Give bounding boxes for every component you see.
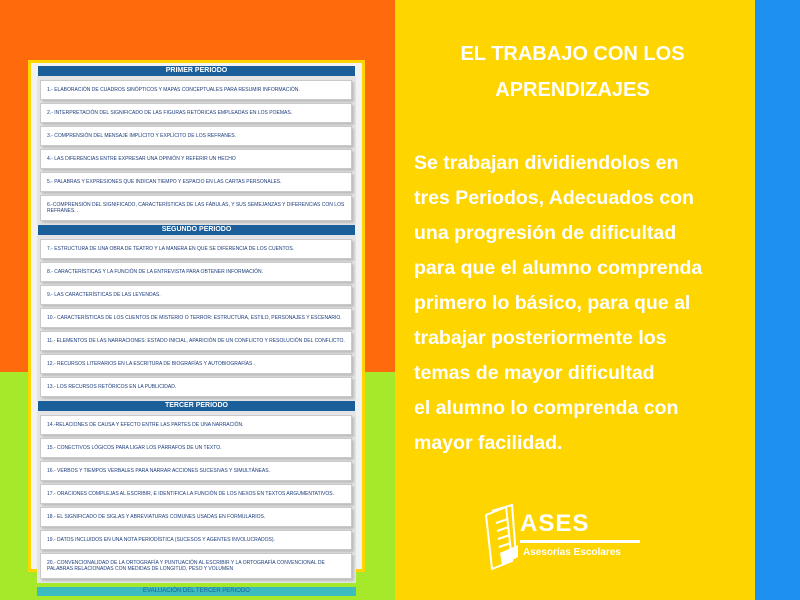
- topic-item: 9.- LAS CARACTERÍSTICAS DE LAS LEYENDAS.: [40, 285, 352, 305]
- topic-item: 4.- LAS DIFERENCIAS ENTRE EXPRESAR UNA OPINIÓN Y REFERIR UN HECHO: [40, 149, 352, 169]
- logo-name: ASES: [520, 510, 590, 537]
- topic-item: 2.- INTERPRETACIÓN DEL SIGNIFICADO DE LAS FIGURAS RETÓRICAS EMPLEADAS EN LOS POEMAS.: [40, 103, 352, 123]
- description-line: primero lo básico, para que al: [414, 292, 691, 314]
- period-header: TERCER PERIODO: [38, 401, 355, 411]
- document-content: [37, 66, 356, 594]
- description-line: el alumno lo comprenda con: [414, 397, 679, 419]
- description-line: Se trabajan dividiendolos en: [414, 152, 679, 174]
- logo-divider: [520, 540, 640, 543]
- topic-item: 10.- CARACTERÍSTICAS DE LOS CUENTOS DE MISTERIO O TERROR: ESTRUCTURA, ESTILO, PERSONAJES Y ESCENARIO.: [40, 308, 352, 328]
- topic-item: 5.- PALABRAS Y EXPRESIONES QUE INDICAN TIEMPO Y ESPACIO EN LAS CARTAS PERSONALES.: [40, 172, 352, 192]
- topic-item: 3.- COMPRENSIÓN DEL MENSAJE IMPLÍCITO Y EXPLÍCITO DE LOS REFRANES.: [40, 126, 352, 146]
- period-section: [37, 235, 356, 401]
- topic-item: 6.-COMPRENSIÓN DEL SIGNIFICADO, CARACTERÍSTICAS DE LAS FÁBULAS, Y SUS SEMEJANZAS Y DIFERENCIAS CON LOS REFRANES. .: [40, 195, 352, 221]
- topic-item: 1.- ELABORACIÓN DE CUADROS SINÓPTICOS Y MAPAS CONCEPTUALES PARA RESUMIR INFORMACIÓN.: [40, 80, 352, 100]
- topic-item: 11.- ELEMENTOS DE LAS NARRACIONES: ESTADO INICIAL, APARICIÓN DE UN CONFLICTO Y RESOLUCIÓN DEL CONFLICTO.: [40, 331, 352, 351]
- curriculum-document: [28, 60, 365, 594]
- period-header: SEGUNDO PERIODO: [38, 225, 355, 235]
- period-header: PRIMER PERIODO: [38, 66, 355, 76]
- topic-item: 15.- CONECTIVOS LÓGICOS PARA LIGAR LOS PÁRRAFOS DE UN TEXTO.: [40, 438, 352, 458]
- topic-item: 13.- LOS RECURSOS RETÓRICOS EN LA PUBLICIDAD.: [40, 377, 352, 397]
- title-line: EL TRABAJO CON LOS: [460, 43, 685, 65]
- evaluation-footer: EVALUACIÓN DEL TERCER PERIODO: [37, 587, 356, 596]
- title-line: APRENDIZAJES: [495, 79, 650, 101]
- blue-stripe: [755, 0, 800, 600]
- page-title: [400, 36, 745, 108]
- topic-item: 18.- EL SIGNIFICADO DE SIGLAS Y ABREVIATURAS COMUNES USADAS EN FORMULARIOS.: [40, 507, 352, 527]
- topic-item: 8.- CARACTERÍSTICAS Y LA FUNCIÓN DE LA ENTREVISTA PARA OBTENER INFORMACIÓN.: [40, 262, 352, 282]
- topic-item: 17.- ORACIONES COMPLEJAS AL ESCRIBIR, E IDENTIFICA LA FUNCIÓN DE LOS NEXOS EN TEXTOS ARGUMENTATIVOS.: [40, 484, 352, 504]
- description-text: [414, 146, 759, 461]
- period-section: [37, 411, 356, 583]
- logo-subtitle: Asesorías Escolares: [523, 547, 621, 558]
- description-line: mayor facilidad.: [414, 432, 563, 454]
- description-line: trabajar posteriormente los: [414, 327, 667, 349]
- topic-item: 16.- VERBOS Y TIEMPOS VERBALES PARA NARRAR ACCIONES SUCESIVAS Y SIMULTÁNEAS.: [40, 461, 352, 481]
- topic-item: 7.- ESTRUCTURA DE UNA OBRA DE TEATRO Y LA MANERA EN QUE SE DIFERENCIA DE LOS CUENTOS.: [40, 239, 352, 259]
- topic-item: 12.- RECURSOS LITERARIOS EN LA ESCRITURA DE BIOGRAFÍAS Y AUTOBIOGRAFÍAS .: [40, 354, 352, 374]
- period-section: [37, 76, 356, 225]
- description-line: una progresión de dificultad: [414, 222, 677, 244]
- topic-item: 14.-RELACIONES DE CAUSA Y EFECTO ENTRE LAS PARTES DE UNA NARRACIÓN.: [40, 415, 352, 435]
- topic-item: 19.- DATOS INCLUIDOS EN UNA NOTA PERIODÍSTICA (SUCESOS Y AGENTES INVOLUCRADOS).: [40, 530, 352, 550]
- description-line: tres Periodos, Adecuados con: [414, 187, 694, 209]
- description-line: temas de mayor dificultad: [414, 362, 655, 384]
- description-line: para que el alumno comprenda: [414, 257, 703, 279]
- topic-item: 20.- CONVENCIONALIDAD DE LA ORTOGRAFÍA Y PUNTUACIÓN AL ESCRIBIR Y LA ORTOGRAFÍA CONVENCIONAL DE PALABRAS RELACIONADAS CON MEDIDAS DE LONGITUD, PESO Y VOLUMEN: [40, 553, 352, 579]
